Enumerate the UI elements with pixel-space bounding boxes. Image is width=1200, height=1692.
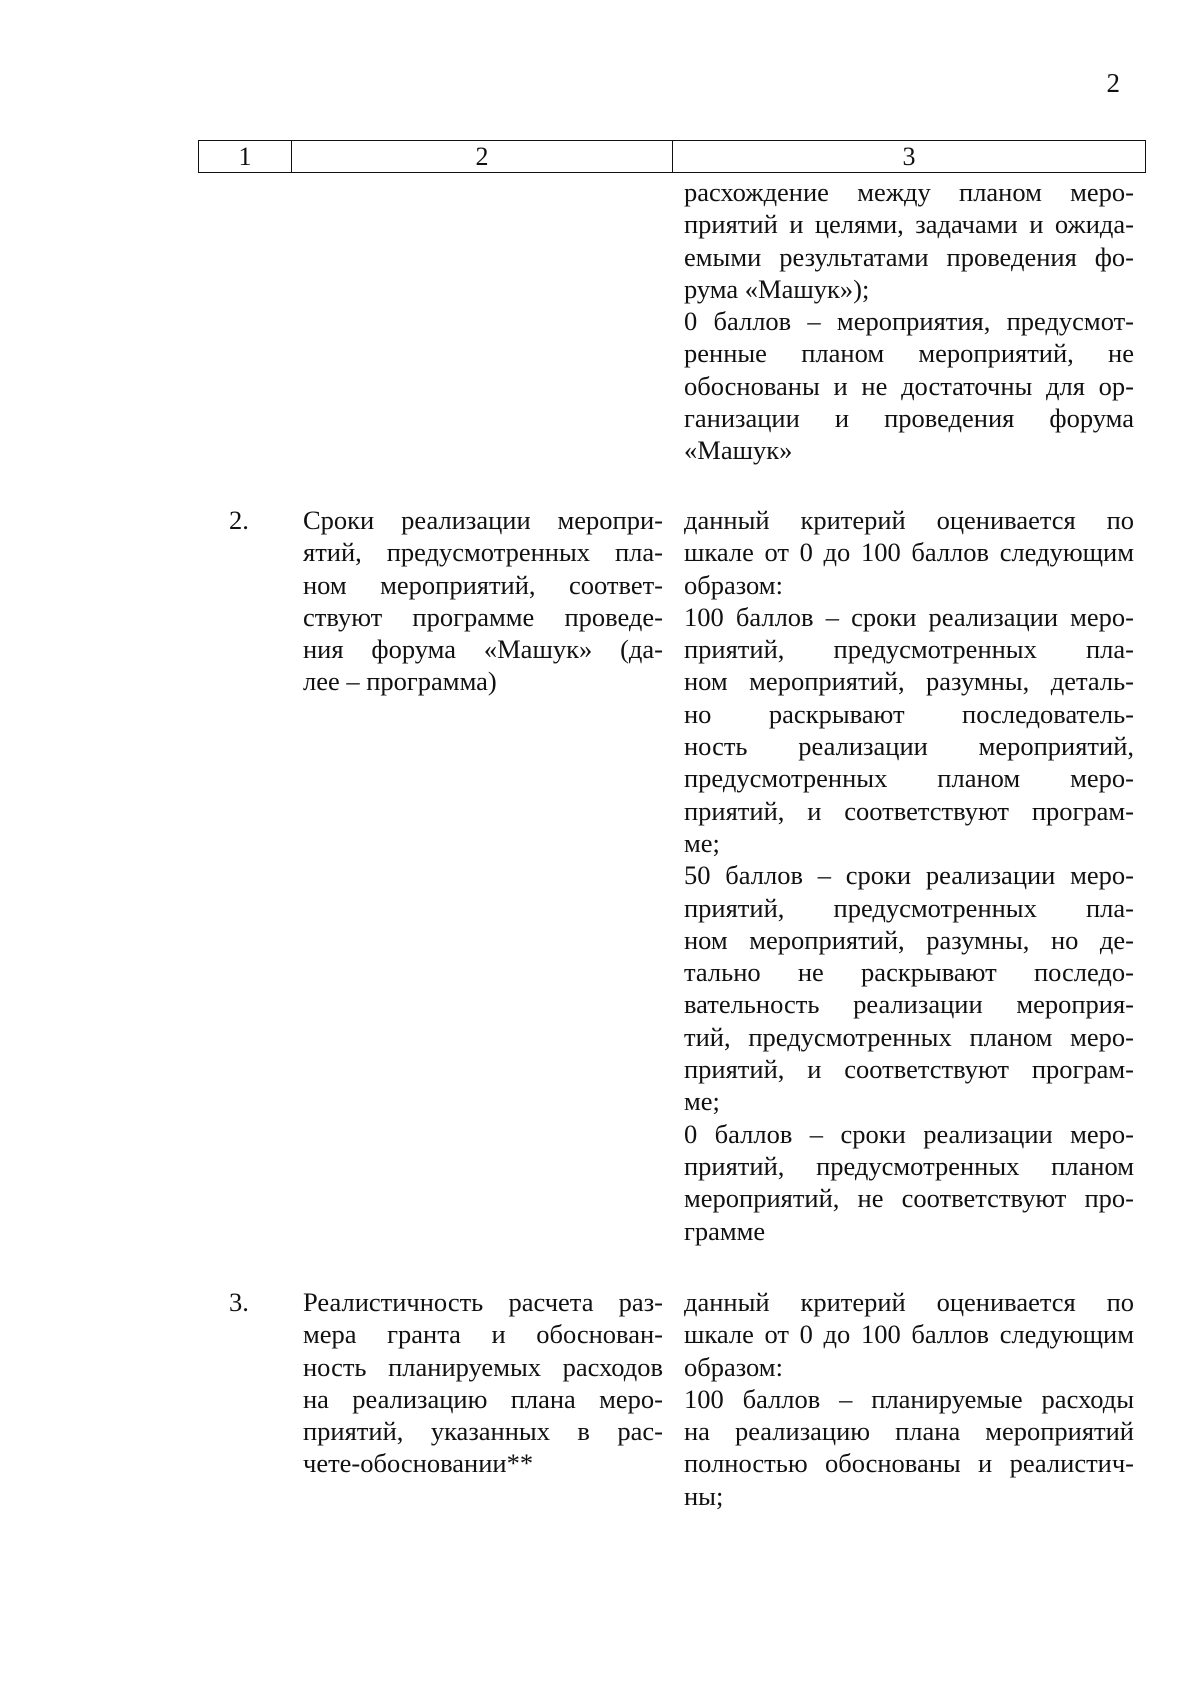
text-line: лее – программа) <box>303 666 497 697</box>
text-line: емыми результатами проведения фо- <box>684 241 1134 272</box>
text-line: приятий, предусмотренных планом <box>684 1150 1134 1181</box>
text-line: рума «Машук»); <box>684 273 870 304</box>
text-line: обоснованы и не достаточны для ор- <box>684 370 1134 401</box>
text-line: ренные планом мероприятий, не <box>684 338 1134 369</box>
text-line: мероприятий, не соответствуют про- <box>684 1183 1134 1214</box>
text-line: ном мероприятий, разумны, деталь- <box>684 666 1134 697</box>
text-line: вательность реализации мероприя- <box>684 989 1134 1020</box>
text-line: образом: <box>684 569 783 600</box>
text-line: чете-обосновании** <box>303 1448 534 1479</box>
text-line: ятий, предусмотренных пла- <box>303 537 663 568</box>
criterion-2 <box>303 504 663 698</box>
text-line: ность планируемых расходов <box>303 1351 663 1382</box>
text-line: ния форума «Машук» (да- <box>303 634 663 665</box>
text-line: 100 баллов – планируемые расходы <box>684 1383 1134 1414</box>
table-header-row <box>198 140 1146 173</box>
row-number-2: 2. <box>229 505 249 535</box>
text-line: 0 баллов – сроки реализации меро- <box>684 1118 1134 1149</box>
header-col-2: 2 <box>292 141 673 172</box>
text-line: приятий, и соответствуют програм- <box>684 1054 1134 1085</box>
text-line: тально не раскрывают последо- <box>684 957 1134 988</box>
text-line: Реалистичность расчета раз- <box>303 1287 663 1317</box>
header-col-3: 3 <box>902 141 916 171</box>
text-line: приятий, и соответствуют програм- <box>684 795 1134 826</box>
text-line: 0 баллов – мероприятия, предусмот- <box>684 306 1134 337</box>
row-number-3: 3. <box>229 1287 249 1317</box>
text-line: ме; <box>684 1086 720 1117</box>
continued-scale-text <box>684 176 1134 467</box>
text-line: грамме <box>684 1215 766 1246</box>
text-line: расхождение между планом меро- <box>684 177 1134 207</box>
text-line: мера гранта и обоснован- <box>303 1319 663 1350</box>
criterion-3 <box>303 1286 663 1480</box>
scale-3 <box>684 1286 1134 1512</box>
scale-2 <box>684 504 1134 1247</box>
text-line: ном мероприятий, соответ- <box>303 569 663 600</box>
text-line: ность реализации мероприятий, <box>684 731 1134 762</box>
text-line: данный критерий оценивается по <box>684 505 1134 535</box>
text-line: образом: <box>684 1351 783 1382</box>
text-line: приятий, предусмотренных пла- <box>684 892 1134 923</box>
text-line: ны; <box>684 1480 724 1511</box>
text-line: приятий, предусмотренных пла- <box>684 634 1134 665</box>
text-line: шкале от 0 до 100 баллов следующим <box>684 1319 1134 1350</box>
text-line: предусмотренных планом меро- <box>684 763 1134 794</box>
text-line: полностью обоснованы и реалистич- <box>684 1448 1134 1479</box>
text-line: 100 баллов – сроки реализации меро- <box>684 601 1134 632</box>
header-col-1: 1 <box>199 141 292 172</box>
text-line: ме; <box>684 827 720 858</box>
text-line: данный критерий оценивается по <box>684 1287 1134 1317</box>
text-line: Сроки реализации меропри- <box>303 505 663 535</box>
text-line: на реализацию плана мероприятий <box>684 1416 1134 1447</box>
text-line: приятий, указанных в рас- <box>303 1416 663 1447</box>
text-line: на реализацию плана меро- <box>303 1383 663 1414</box>
text-line: но раскрывают последователь- <box>684 698 1134 729</box>
text-line: тий, предусмотренных планом меро- <box>684 1021 1134 1052</box>
text-line: 50 баллов – сроки реализации меро- <box>684 860 1134 891</box>
text-line: приятий и целями, задачами и ожида- <box>684 209 1134 240</box>
text-line: ном мероприятий, разумны, но де- <box>684 924 1134 955</box>
text-line: ганизации и проведения форума <box>684 403 1134 434</box>
text-line: шкале от 0 до 100 баллов следующим <box>684 537 1134 568</box>
text-line: «Машук» <box>684 435 793 466</box>
text-line: ствуют программе проведе- <box>303 601 663 632</box>
page-number: 2 <box>1106 68 1120 98</box>
